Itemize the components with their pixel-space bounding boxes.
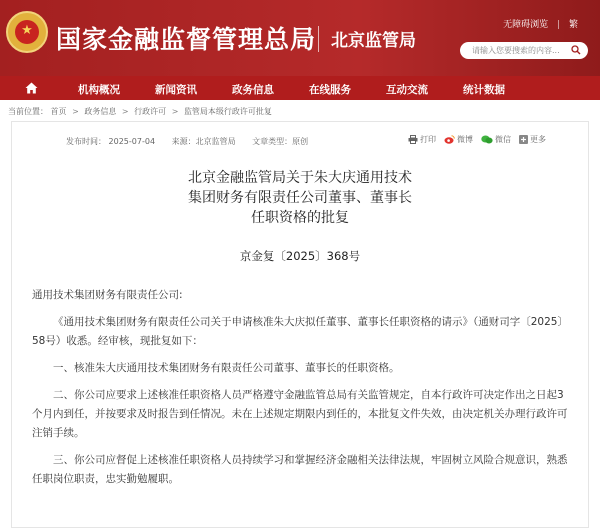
print-button[interactable] <box>408 134 436 145</box>
document-title <box>12 168 588 228</box>
breadcrumb-government-info[interactable]: 政务信息 <box>84 107 117 116</box>
search-box <box>460 42 588 59</box>
body-paragraph: 《通用技术集团财务有限责任公司关于申请核准朱大庆拟任董事、董事长任职资格的请示》（通财司字〔2025〕58号）收悉。经审核，现批复如下： <box>32 316 568 347</box>
home-button[interactable] <box>0 76 62 100</box>
printer-icon <box>408 135 418 144</box>
search-icon[interactable] <box>571 45 581 55</box>
star-icon: ★ <box>21 23 33 38</box>
nav-item-about[interactable]: 机构概况 <box>78 84 120 96</box>
breadcrumb-license-replies[interactable]: 监管局本级行政许可批复 <box>183 107 272 116</box>
wechat-share-button[interactable] <box>481 134 511 145</box>
publish-date: 发布时间： 2025-07-04 <box>66 137 156 146</box>
site-header <box>0 0 600 76</box>
article-container <box>11 121 589 528</box>
header-divider <box>318 26 319 52</box>
emblem-center <box>15 20 39 44</box>
document-body <box>32 286 572 497</box>
article-type: 文章类型：原创 <box>252 137 309 146</box>
wechat-icon <box>481 135 493 144</box>
traditional-chinese-link[interactable]: 繁 <box>568 20 578 30</box>
title-line: 集团财务有限责任公司董事、董事长 <box>188 190 412 206</box>
document-number: 京金复〔2025〕368号 <box>239 249 361 263</box>
nav-item-interaction[interactable]: 互动交流 <box>386 84 428 96</box>
plus-icon <box>519 135 528 144</box>
article-source: 来源：北京监管局 <box>171 137 236 146</box>
weibo-share-button[interactable] <box>444 134 473 145</box>
nav-item-government-info[interactable]: 政务信息 <box>232 84 274 96</box>
article-meta <box>66 136 322 147</box>
breadcrumb <box>8 106 272 117</box>
body-paragraph: 二、你公司应要求上述核准任职资格人员严格遵守金融监管总局有关监管规定，自本行政许可决定作出之日起3个月内到任，并按要求及时报告到任情况。未在上述规定期限内到任的，本批复文件失效，由决定机关办理行政许可注销手续。 <box>32 389 568 439</box>
weibo-icon <box>444 135 455 144</box>
title-line: 北京金融监管局关于朱大庆通用技术 <box>188 170 412 186</box>
weibo-label: 微博 <box>457 135 473 144</box>
breadcrumb-separator: > <box>72 107 79 116</box>
breadcrumb-home[interactable]: 首页 <box>50 107 67 116</box>
link-separator: | <box>557 20 561 30</box>
search-input[interactable] <box>472 43 564 58</box>
title-line: 任职资格的批复 <box>251 210 349 226</box>
main-nav <box>0 76 600 100</box>
national-emblem-logo <box>6 11 48 53</box>
body-paragraph: 一、核准朱大庆通用技术集团财务有限责任公司董事、董事长的任职资格。 <box>53 362 400 374</box>
nav-item-statistics[interactable]: 统计数据 <box>463 84 505 96</box>
addressee: 通用技术集团财务有限责任公司: <box>32 289 183 301</box>
print-label: 打印 <box>420 135 436 144</box>
nav-item-news[interactable]: 新闻资讯 <box>155 84 197 96</box>
wechat-label: 微信 <box>495 135 511 144</box>
accessibility-link[interactable]: 无障碍浏览 <box>503 20 549 30</box>
breadcrumb-label: 当前位置： <box>8 107 48 116</box>
more-label: 更多 <box>530 135 546 144</box>
breadcrumb-administrative-license[interactable]: 行政许可 <box>134 107 167 116</box>
breadcrumb-separator: > <box>171 107 179 116</box>
breadcrumb-separator: > <box>121 107 129 116</box>
share-bar <box>400 134 546 145</box>
top-links <box>497 17 578 30</box>
body-paragraph: 三、你公司应督促上述核准任职资格人员持续学习和掌握经济金融相关法律法规，牢固树立风险合规意识，熟悉任职岗位职责，忠实勤勉履职。 <box>32 454 568 485</box>
site-title[interactable]: 国家金融监督管理总局 <box>56 25 317 54</box>
more-share-button[interactable] <box>519 134 546 145</box>
home-icon <box>25 82 38 94</box>
branch-title[interactable]: 北京监管局 <box>331 31 416 51</box>
nav-item-online-service[interactable]: 在线服务 <box>309 84 351 96</box>
